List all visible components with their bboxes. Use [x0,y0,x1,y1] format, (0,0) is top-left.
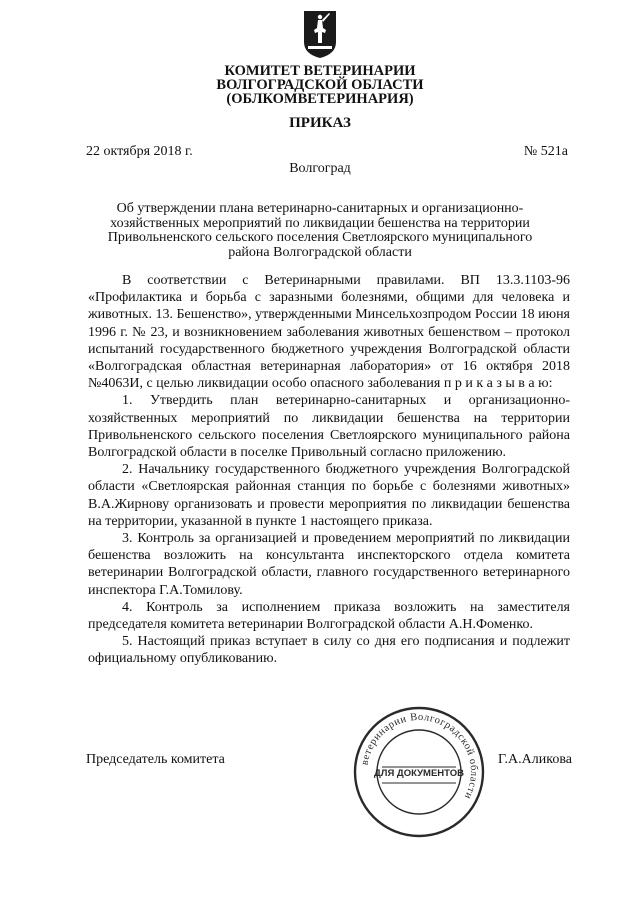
signatory-position: Председатель комитета [86,752,225,767]
stamp-center-text: ДЛЯ ДОКУМЕНТОВ [374,768,464,779]
order-item-4: 4. Контроль за исполнением приказа возложить на заместителя председателя комитета ветеринарии Волгоградской области А.Н.Фоменко. [88,599,570,633]
preamble-paragraph: В соответствии с Ветеринарными правилами. ВП 13.3.1103-96 «Профилактика и борьба с заразными болезнями, общими для человека и животных. 13. Бешенство», утвержденными Минсельхозпродом России 18 июня 1996 г. № 23, и возникновением заболевания животных бешенством – протокол испытаний государственного бюджетного учреждения Волгоградской области «Волгоградская областная ветеринарная лаборатория» от 16 октября 2018 №4063И, с целью ликвидации особо опасного заболевания п р и к а з ы в а ю: [88,273,570,392]
order-item-5: 5. Настоящий приказ вступает в силу со дня его подписания и подлежит официальному опубликованию. [88,634,570,667]
org-name-line-3: (ОБЛКОМВЕТЕРИНАРИЯ) [226,91,414,107]
volgograd-emblem-icon [301,8,339,60]
org-name-line-1: КОМИТЕТ ВЕТЕРИНАРИИ [224,63,416,79]
document-date: 22 октября 2018 г. [86,144,193,159]
official-stamp [352,705,486,839]
signatory-name: Г.А.Аликова [498,752,572,767]
document-subject: Об утверждении плана ветеринарно-санитарных и организационно-хозяйственных мероприятий по ликвидации бешенства на территории Привольненского сельского поселения Светлоярского муниципального района Волгоградской области [107,201,533,260]
order-item-3: 3. Контроль за организацией и проведением мероприятий по ликвидации бешенства возложить на консультанта инспекторского отдела комитета ветеринарии Волгоградской области, главного государственного ветеринарного инспектора Г.А.Томилову. [88,531,570,598]
order-item-2: 2. Начальнику государственного бюджетного учреждения Волгоградской области «Светлоярская районная станция по борьбе с болезнями животных» В.А.Жирнову организовать и провести мероприятия по ликвидации бешенства на территории, указанной в пункте 1 настоящего приказа. [88,462,570,529]
stamp-ring-text: ветеринарии Волгоградской области [359,711,480,802]
org-name-line-2: ВОЛГОГРАДСКОЙ ОБЛАСТИ [216,77,424,93]
document-number: № 521а [523,144,568,159]
order-item-1: 1. Утвердить план ветеринарно-санитарных и организационно-хозяйственных мероприятий по ликвидации бешенства на территории Привольненского сельского поселения Светлоярского муниципального района Волгоградской области в поселке Привольный согласно приложению. [88,393,570,461]
document-city: Волгоград [289,161,351,176]
document-type-title: ПРИКАЗ [289,115,351,131]
document-body [88,272,570,668]
